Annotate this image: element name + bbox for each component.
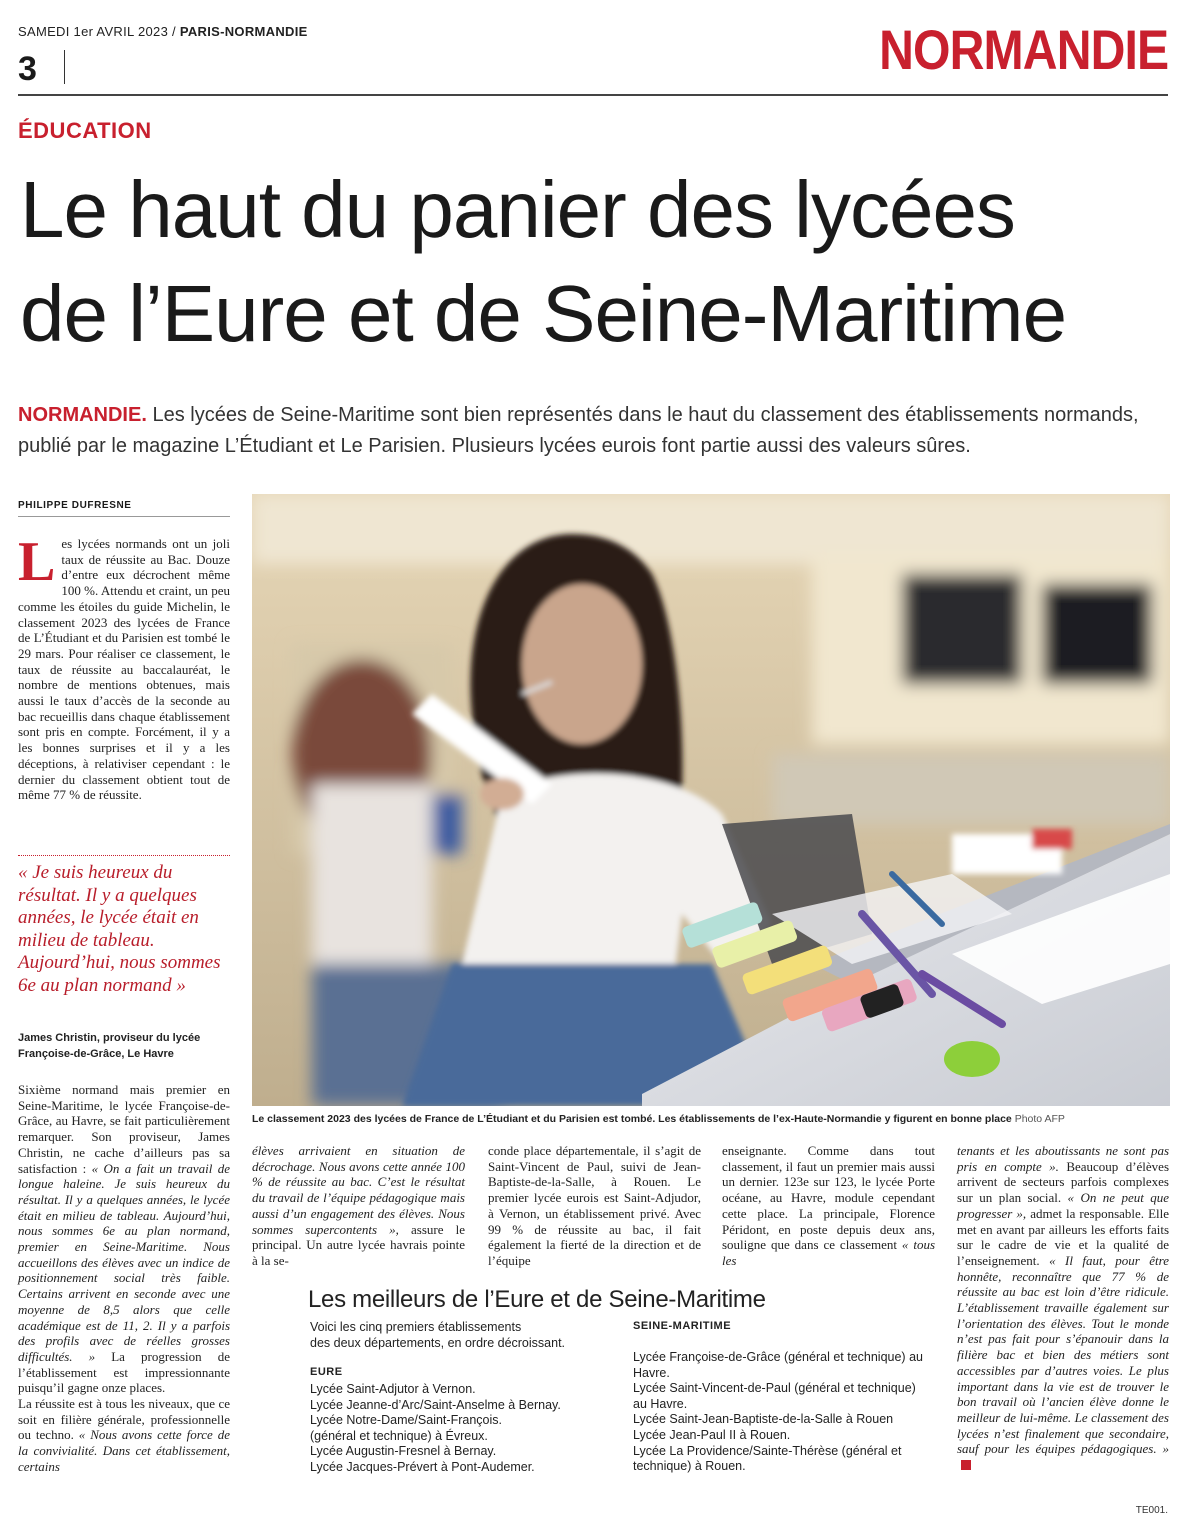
list-item: Lycée La Providence/Sainte-Thérèse (général et xyxy=(633,1443,902,1458)
page-code: TE001. xyxy=(1135,1505,1168,1516)
col5-quote-b: « On ne peut que progresser », xyxy=(957,1190,1170,1221)
list-item: Lycée Saint-Vincent-de-Paul (général et technique) xyxy=(633,1381,916,1396)
pull-quote-attribution: James Christin, proviseur du lycée Françoise-de-Grâce, Le Havre xyxy=(18,1032,201,1060)
list-item: Lycée Jean-Paul II à Rouen. xyxy=(633,1427,791,1442)
eure-heading: EURE xyxy=(310,1366,343,1378)
list-item: Lycée Jeanne-d’Arc/Saint-Anselme à Bernay. xyxy=(310,1397,561,1412)
page-number: 3 xyxy=(18,50,37,88)
article-photo xyxy=(252,494,1170,1106)
col4-text: enseignante. Comme dans tout classement, il faut un premier mais aussi un dernier. 123e sur 123, le lycée Porte océane, au Havre, module cependant cette place. La principale, Florence Péridont, en poste depuis deux ans, souligne que dans ce classement xyxy=(722,1143,935,1253)
col5-quote-c: « Il faut, pour être honnête, reconnaître que 77 % de réussite au bac est loin d’être ridicule. L’établissement travaille également sur l’orientation des élèves. Tout le monde n’est pas fait pour s’épanouir dans la filière bac et bien des métiers sont accessibles par d’autres voies. Le plus important dans la vie est de trouver le bon travail où l’ancien élève donne le meilleur de lui-même. Le classement des lycées n’est finalement que secondaire, sauf pour les équipes pédagogiques. » xyxy=(957,1252,1170,1457)
caption-text: Le classement 2023 des lycées de France de L’Étudiant et du Parisien est tombé. Les établissements de l’ex-Haute-Normandie y figurent en bonne place xyxy=(252,1113,1012,1125)
divider xyxy=(64,50,65,84)
newspaper-name: PARIS-NORMANDIE xyxy=(179,24,308,39)
list-item: Lycée Saint-Jean-Baptiste-de-la-Salle à Rouen xyxy=(633,1412,894,1427)
col4-quote: « tous les xyxy=(722,1237,936,1268)
col5-quote-a: tenants et les aboutissants ne sont pas pris en compte ». xyxy=(957,1143,1169,1174)
intro-text: es lycées normands ont un joli taux de réussite au Bac. Douze d’entre eux décrochent même 100 %. Attendu et craint, un peu comme les étoiles du guide Michelin, le classement 2023 des lycées de France de L’Étudiant et du Parisien est tombé le 29 mars. Pour réaliser ce classement, le taux de réussite au baccalauréat, le nombre de mentions obtenues, mais aussi le taux d’accès de la seconde au bac recueillis dans chaque établissement sont pris en compte. Forcément, il y a les bonnes surprises et il y a les déceptions, à relativiser cependant : le dernier du classement obtient tout de même 77 % de réussite. xyxy=(18,536,230,803)
photo-credit: Photo AFP xyxy=(1014,1113,1065,1125)
col1-quote-c: « Nous avons cette force de la convivialité. Dans cet établissement, certains xyxy=(18,1427,231,1474)
col1-quote-a: « On a fait un travail de longue haleine. Je suis heureux du résultat. Il y a quelques années, le lycée était en milieu de tableau. Aujourd’hui, nous sommes 6e au plan normand, premier en Seine-Maritime. Nous accueillons des élèves avec un indice de positionnement social très faible. Certains arrivent en seconde avec une moyenne de 8,5 alors que celle académique est de 11, 2. Il y a parfois des profils avec de réelles grosses difficultés. » xyxy=(18,1160,230,1364)
box-intro-line-1: Voici les cinq premiers établissements xyxy=(310,1320,522,1334)
edition-title: NORMANDIE xyxy=(878,18,1168,81)
photo-caption xyxy=(252,1112,1170,1126)
column-1 xyxy=(18,1082,230,1475)
header-rule xyxy=(18,94,1168,96)
standfirst-text: Les lycées de Seine-Maritime sont bien représentés dans le haut du classement des établissements normands, publié par le magazine L’Étudiant et Le Parisien. Plusieurs lycées eurois font partie aussi des valeurs sûres. xyxy=(18,404,1139,457)
seine-maritime-heading: SEINE-MARITIME xyxy=(633,1320,732,1332)
col3-text: conde place départementale, il s’agit de Saint-Vincent de Paul, suivi de Jean-Baptiste-de-la-Salle, à Rouen. Le premier lycée eurois est Saint-Adjudor, à Vernon, un établissement privé. Avec 99 % de réussite au bac, il fait également la fierté de la direction et de l’équipe xyxy=(488,1143,701,1268)
column-3 xyxy=(488,1143,701,1269)
list-item: Lycée Augustin-Fresnel à Bernay. xyxy=(310,1444,497,1459)
standfirst-keyword: NORMANDIE. xyxy=(18,404,147,426)
headline-line-1: Le haut du panier des lycées xyxy=(20,165,1015,254)
headline xyxy=(20,158,1170,366)
list-item: Havre. xyxy=(633,1365,670,1380)
col2-quote: élèves arrivaient en situation de décrochage. Nous avons cette année 100 % de réussite au bac. C’est le résultat du travail de l’équipe pédagogique mais aussi d’un engagement des élèves. Nous sommes supercontents », xyxy=(252,1143,465,1237)
column-5 xyxy=(957,1143,1169,1473)
col1-text-a: Sixième normand mais premier en Seine-Maritime, le lycée Françoise-de-Grâce, au Havre, se fait particulièrement remarquer. Son proviseur, James Christin, ne cache d’ailleurs pas sa satisfaction : xyxy=(18,1082,230,1176)
list-item: (général et technique) à Évreux. xyxy=(310,1428,488,1443)
column-2 xyxy=(252,1143,465,1269)
list-item: Lycée Jacques-Prévert à Pont-Audemer. xyxy=(310,1459,535,1474)
col5-text-b: admet la responsable. Elle met en avant par ailleurs les efforts faits sur le cadre de vie et la qualité de l’enseignement. xyxy=(957,1205,1170,1268)
intro-paragraph xyxy=(18,531,230,803)
eure-list xyxy=(310,1382,610,1476)
byline: PHILIPPE DUFRESNE xyxy=(18,500,132,511)
section-rubric: ÉDUCATION xyxy=(18,118,152,143)
list-item: technique) à Rouen. xyxy=(633,1459,746,1474)
box-title: Les meilleurs de l’Eure et de Seine-Maritime xyxy=(308,1286,766,1313)
seine-maritime-list xyxy=(633,1350,938,1475)
classroom-photo-illustration xyxy=(252,494,1170,1106)
list-item: Lycée Françoise-de-Grâce (général et technique) au xyxy=(633,1350,923,1364)
headline-line-2: de l’Eure et de Seine-Maritime xyxy=(20,269,1067,358)
list-item: Lycée Saint-Adjutor à Vernon. xyxy=(310,1382,476,1396)
box-intro xyxy=(310,1320,610,1351)
date: SAMEDI 1er AVRIL 2023 xyxy=(18,24,169,39)
col5-text-a: Beaucoup d’élèves arrivent de secteurs parfois complexes sur un plan social. xyxy=(957,1158,1170,1206)
col2-text: assure le principal. Un autre lycée havrais pointe à la se- xyxy=(252,1221,466,1268)
pull-quote: « Je suis heureux du résultat. Il y a quelques années, le lycée était en milieu de tableau. Aujourd’hui, nous sommes 6e au plan normand » xyxy=(18,862,221,996)
byline-rule xyxy=(18,516,230,517)
list-item: au Havre. xyxy=(633,1396,688,1411)
column-4 xyxy=(722,1143,935,1269)
dateline: SAMEDI 1er AVRIL 2023 / PARIS-NORMANDIE xyxy=(18,24,308,39)
quote-rule xyxy=(18,855,230,856)
dropcap: L xyxy=(18,531,56,593)
list-item: Lycée Notre-Dame/Saint-François. xyxy=(310,1413,502,1428)
col1-text-b: La progression de l’établissement est impressionnante puisqu’il gagne onze places. xyxy=(18,1348,231,1396)
standfirst xyxy=(18,400,1168,462)
end-of-article-mark xyxy=(961,1460,971,1470)
box-intro-line-2: des deux départements, en ordre décroissant. xyxy=(310,1335,566,1350)
col1-text-c: La réussite est à tous les niveaux, que ce soit en filière générale, professionnelle ou techno. xyxy=(18,1396,230,1443)
